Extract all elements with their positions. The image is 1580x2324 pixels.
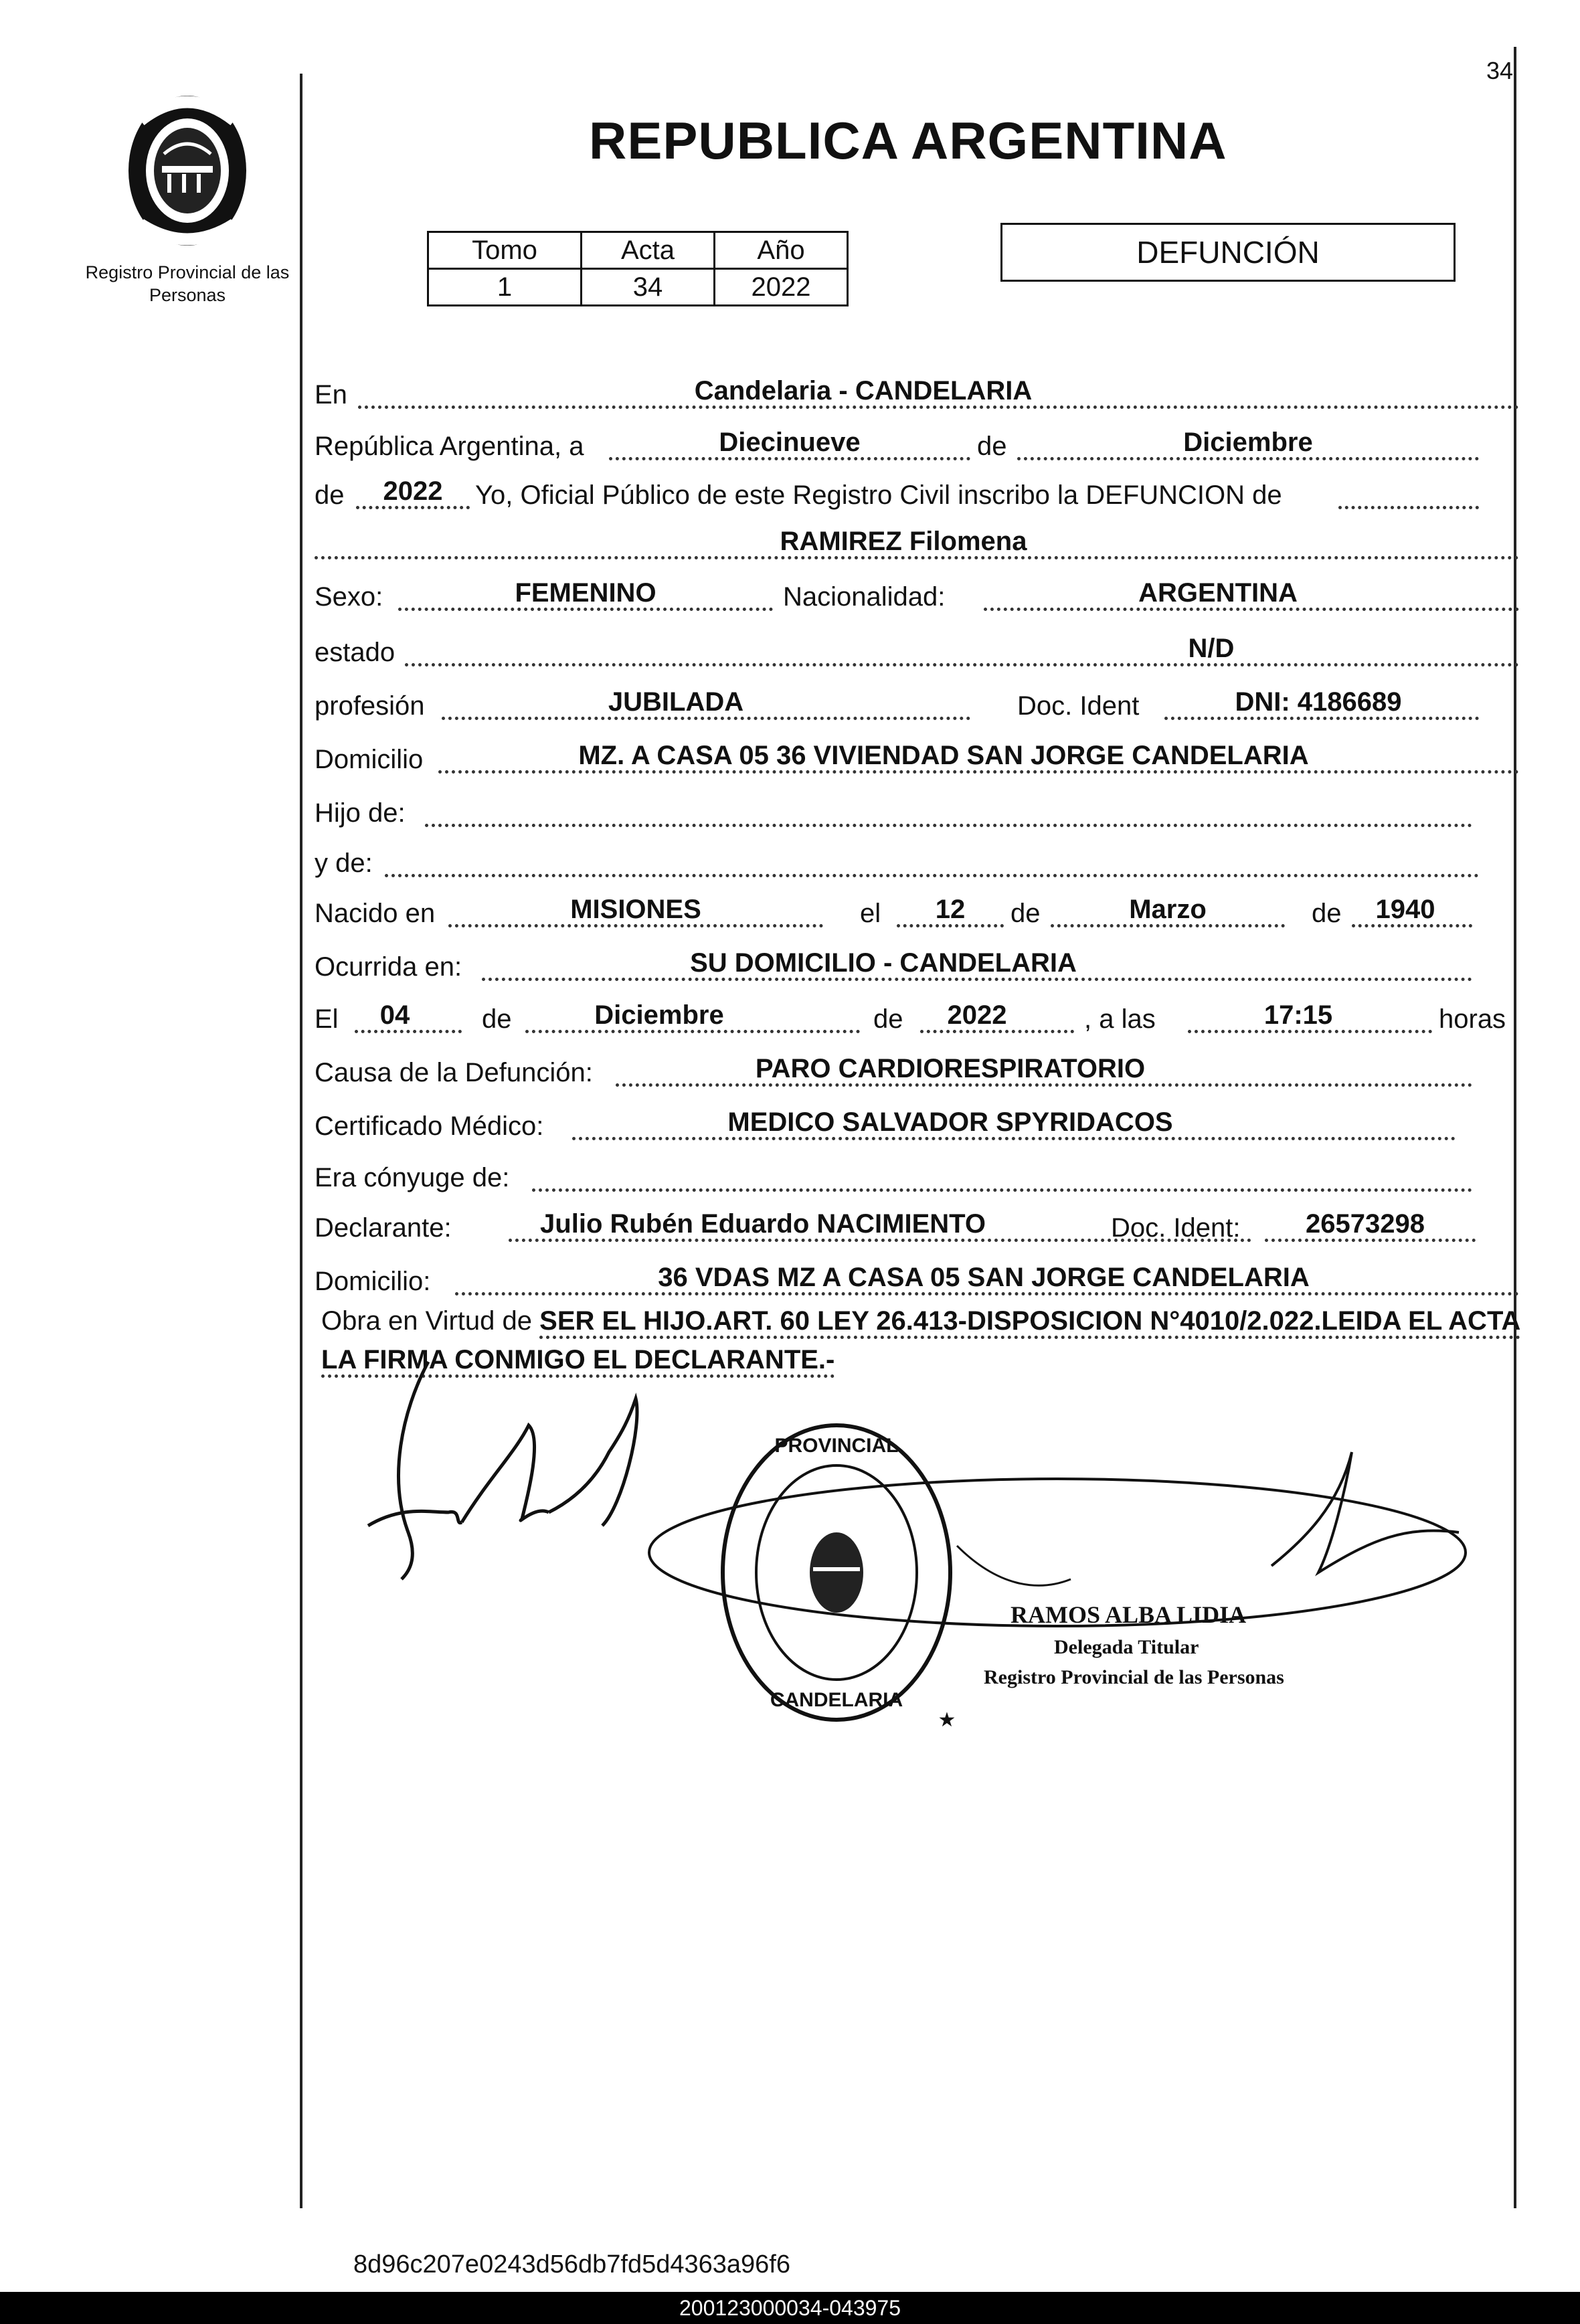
en-label: En — [315, 380, 347, 410]
inscribe-text: Yo, Oficial Público de este Registro Civil inscribo la DEFUNCION de — [475, 480, 1282, 510]
declarante-label: Declarante: — [315, 1213, 452, 1243]
official-role: Delegada Titular — [1054, 1636, 1199, 1658]
row-certificado — [315, 1103, 1519, 1142]
nacido-label: Nacido en — [315, 899, 436, 928]
record-header-acta: Acta — [582, 232, 715, 269]
decl-domicilio-value: 36 VDAS MZ A CASA 05 SAN JORGE CANDELARIA — [658, 1263, 1310, 1292]
causa-value: PARO CARDIORESPIRATORIO — [755, 1054, 1146, 1083]
stamp-ring-top: PROVINCIAL — [774, 1435, 899, 1457]
ocurrida-value: SU DOMICILIO - CANDELARIA — [690, 948, 1077, 978]
horas-label: horas — [1439, 1004, 1506, 1034]
record-value-tomo: 1 — [428, 269, 582, 306]
en-value: Candelaria - CANDELARIA — [694, 376, 1033, 406]
row-estado — [315, 629, 1519, 668]
ocurrida-label: Ocurrida en: — [315, 952, 462, 982]
birth-day: 12 — [935, 895, 966, 924]
record-value-acta: 34 — [582, 269, 715, 306]
row-nacido — [315, 890, 1519, 929]
estado-fill — [405, 631, 1519, 666]
month-de-label: de — [977, 432, 1007, 461]
birth-el-label: el — [860, 899, 881, 928]
domicilio-label: Domicilio — [315, 745, 424, 774]
doc-label: Doc. Ident — [1017, 691, 1140, 721]
profesion-value: JUBILADA — [608, 687, 744, 717]
row-ocurrida — [315, 944, 1519, 982]
alas-label: , a las — [1084, 1004, 1156, 1034]
row-conyuge — [315, 1154, 1519, 1193]
record-value-ano: 2022 — [715, 269, 848, 306]
domicilio-value: MZ. A CASA 05 36 VIVIENDAD SAN JORGE CANDELARIA — [578, 741, 1309, 770]
record-header-ano: Año — [715, 232, 848, 269]
hijo-fill — [425, 792, 1472, 827]
doc-value: DNI: 4186689 — [1235, 687, 1402, 717]
birth-year: 1940 — [1375, 895, 1435, 924]
document-hash: 8d96c207e0243d56db7fd5d4363a96f6 — [353, 2250, 790, 2278]
death-de1-label: de — [482, 1004, 512, 1034]
record-table-value-row — [428, 269, 848, 306]
inscribe-fill — [1338, 474, 1479, 509]
record-header-tomo: Tomo — [428, 232, 582, 269]
yde-label: y de: — [315, 848, 373, 878]
row-declarante — [315, 1204, 1519, 1243]
death-year: 2022 — [947, 1000, 1007, 1030]
death-day: 04 — [379, 1000, 410, 1030]
sexo-label: Sexo: — [315, 582, 383, 612]
obra-value: SER EL HIJO.ART. 60 LEY 26.413-DISPOSICION N°4010/2.022.LEIDA EL ACTA LA FIRMA CONMIGO EL DECLARANTE.- — [321, 1306, 1520, 1378]
row-fecha-defuncion — [315, 996, 1519, 1035]
day-value: Diecinueve — [719, 428, 861, 457]
document-title: REPUBLICA ARGENTINA — [589, 111, 1227, 170]
row-domicilio — [315, 736, 1519, 775]
row-profesion — [315, 683, 1519, 721]
row-en — [315, 371, 1519, 410]
nacionalidad-value: ARGENTINA — [1138, 578, 1298, 608]
republica-label: República Argentina, a — [315, 432, 584, 461]
svg-text:★: ★ — [938, 1709, 956, 1731]
row-year — [315, 472, 1519, 511]
province-logo — [100, 80, 274, 254]
profesion-label: profesión — [315, 691, 425, 721]
death-de2-label: de — [873, 1004, 903, 1034]
birth-de1-label: de — [1011, 899, 1041, 928]
province-seal-icon — [100, 80, 274, 254]
estado-label: estado — [315, 638, 396, 667]
year-de-label: de — [315, 480, 345, 510]
certificado-value: MEDICO SALVADOR SPYRIDACOS — [727, 1107, 1173, 1137]
declarante-value: Julio Rubén Eduardo NACIMIENTO — [540, 1209, 986, 1239]
month-value: Diciembre — [1183, 428, 1313, 457]
row-decl-domicilio — [315, 1258, 1519, 1297]
footer-code: 200123000034-043975 — [679, 2295, 901, 2320]
death-time: 17:15 — [1263, 1000, 1333, 1030]
row-name — [315, 522, 1519, 561]
row-yde — [315, 840, 1519, 879]
decl-domicilio-label: Domicilio: — [315, 1267, 431, 1296]
conyuge-label: Era cónyuge de: — [315, 1163, 510, 1192]
sexo-value: FEMENINO — [515, 578, 656, 608]
birth-de2-label: de — [1312, 899, 1342, 928]
nacionalidad-label: Nacionalidad: — [783, 582, 946, 612]
footer-code-bar — [0, 2292, 1580, 2324]
page-number: 34 — [1486, 57, 1513, 84]
record-table-header-row — [428, 232, 848, 269]
conyuge-fill — [532, 1156, 1472, 1192]
death-month: Diciembre — [594, 1000, 724, 1030]
registry-label: Registro Provincial de las Personas — [85, 262, 290, 305]
document-type-box: DEFUNCIÓN — [1000, 223, 1456, 282]
decl-doc-value: 26573298 — [1306, 1209, 1425, 1239]
birth-month: Marzo — [1129, 895, 1207, 924]
death-el-label: El — [315, 1004, 339, 1034]
yde-fill — [385, 842, 1479, 877]
official-registry: Registro Provincial de las Personas — [984, 1666, 1284, 1688]
stamp-bottom-text: CANDELARIA — [770, 1689, 903, 1711]
decl-doc-label: Doc. Ident: — [1111, 1213, 1241, 1243]
row-sexo — [315, 573, 1519, 612]
row-republica — [315, 423, 1519, 462]
record-table — [427, 231, 849, 306]
row-causa — [315, 1049, 1519, 1088]
deceased-name: RAMIREZ Filomena — [780, 527, 1027, 556]
left-margin-line — [300, 74, 302, 2208]
causa-label: Causa de la Defunción: — [315, 1058, 593, 1087]
year-value: 2022 — [383, 476, 443, 506]
declarant-signature — [361, 1358, 683, 1599]
estado-value: N/D — [1188, 634, 1235, 663]
nacido-value: MISIONES — [570, 895, 701, 924]
hijo-label: Hijo de: — [315, 798, 406, 828]
obra-label: Obra en Virtud de — [321, 1306, 533, 1336]
official-name: RAMOS ALBA LIDIA — [1011, 1601, 1247, 1628]
row-hijo — [315, 790, 1519, 828]
certificado-label: Certificado Médico: — [315, 1111, 544, 1141]
